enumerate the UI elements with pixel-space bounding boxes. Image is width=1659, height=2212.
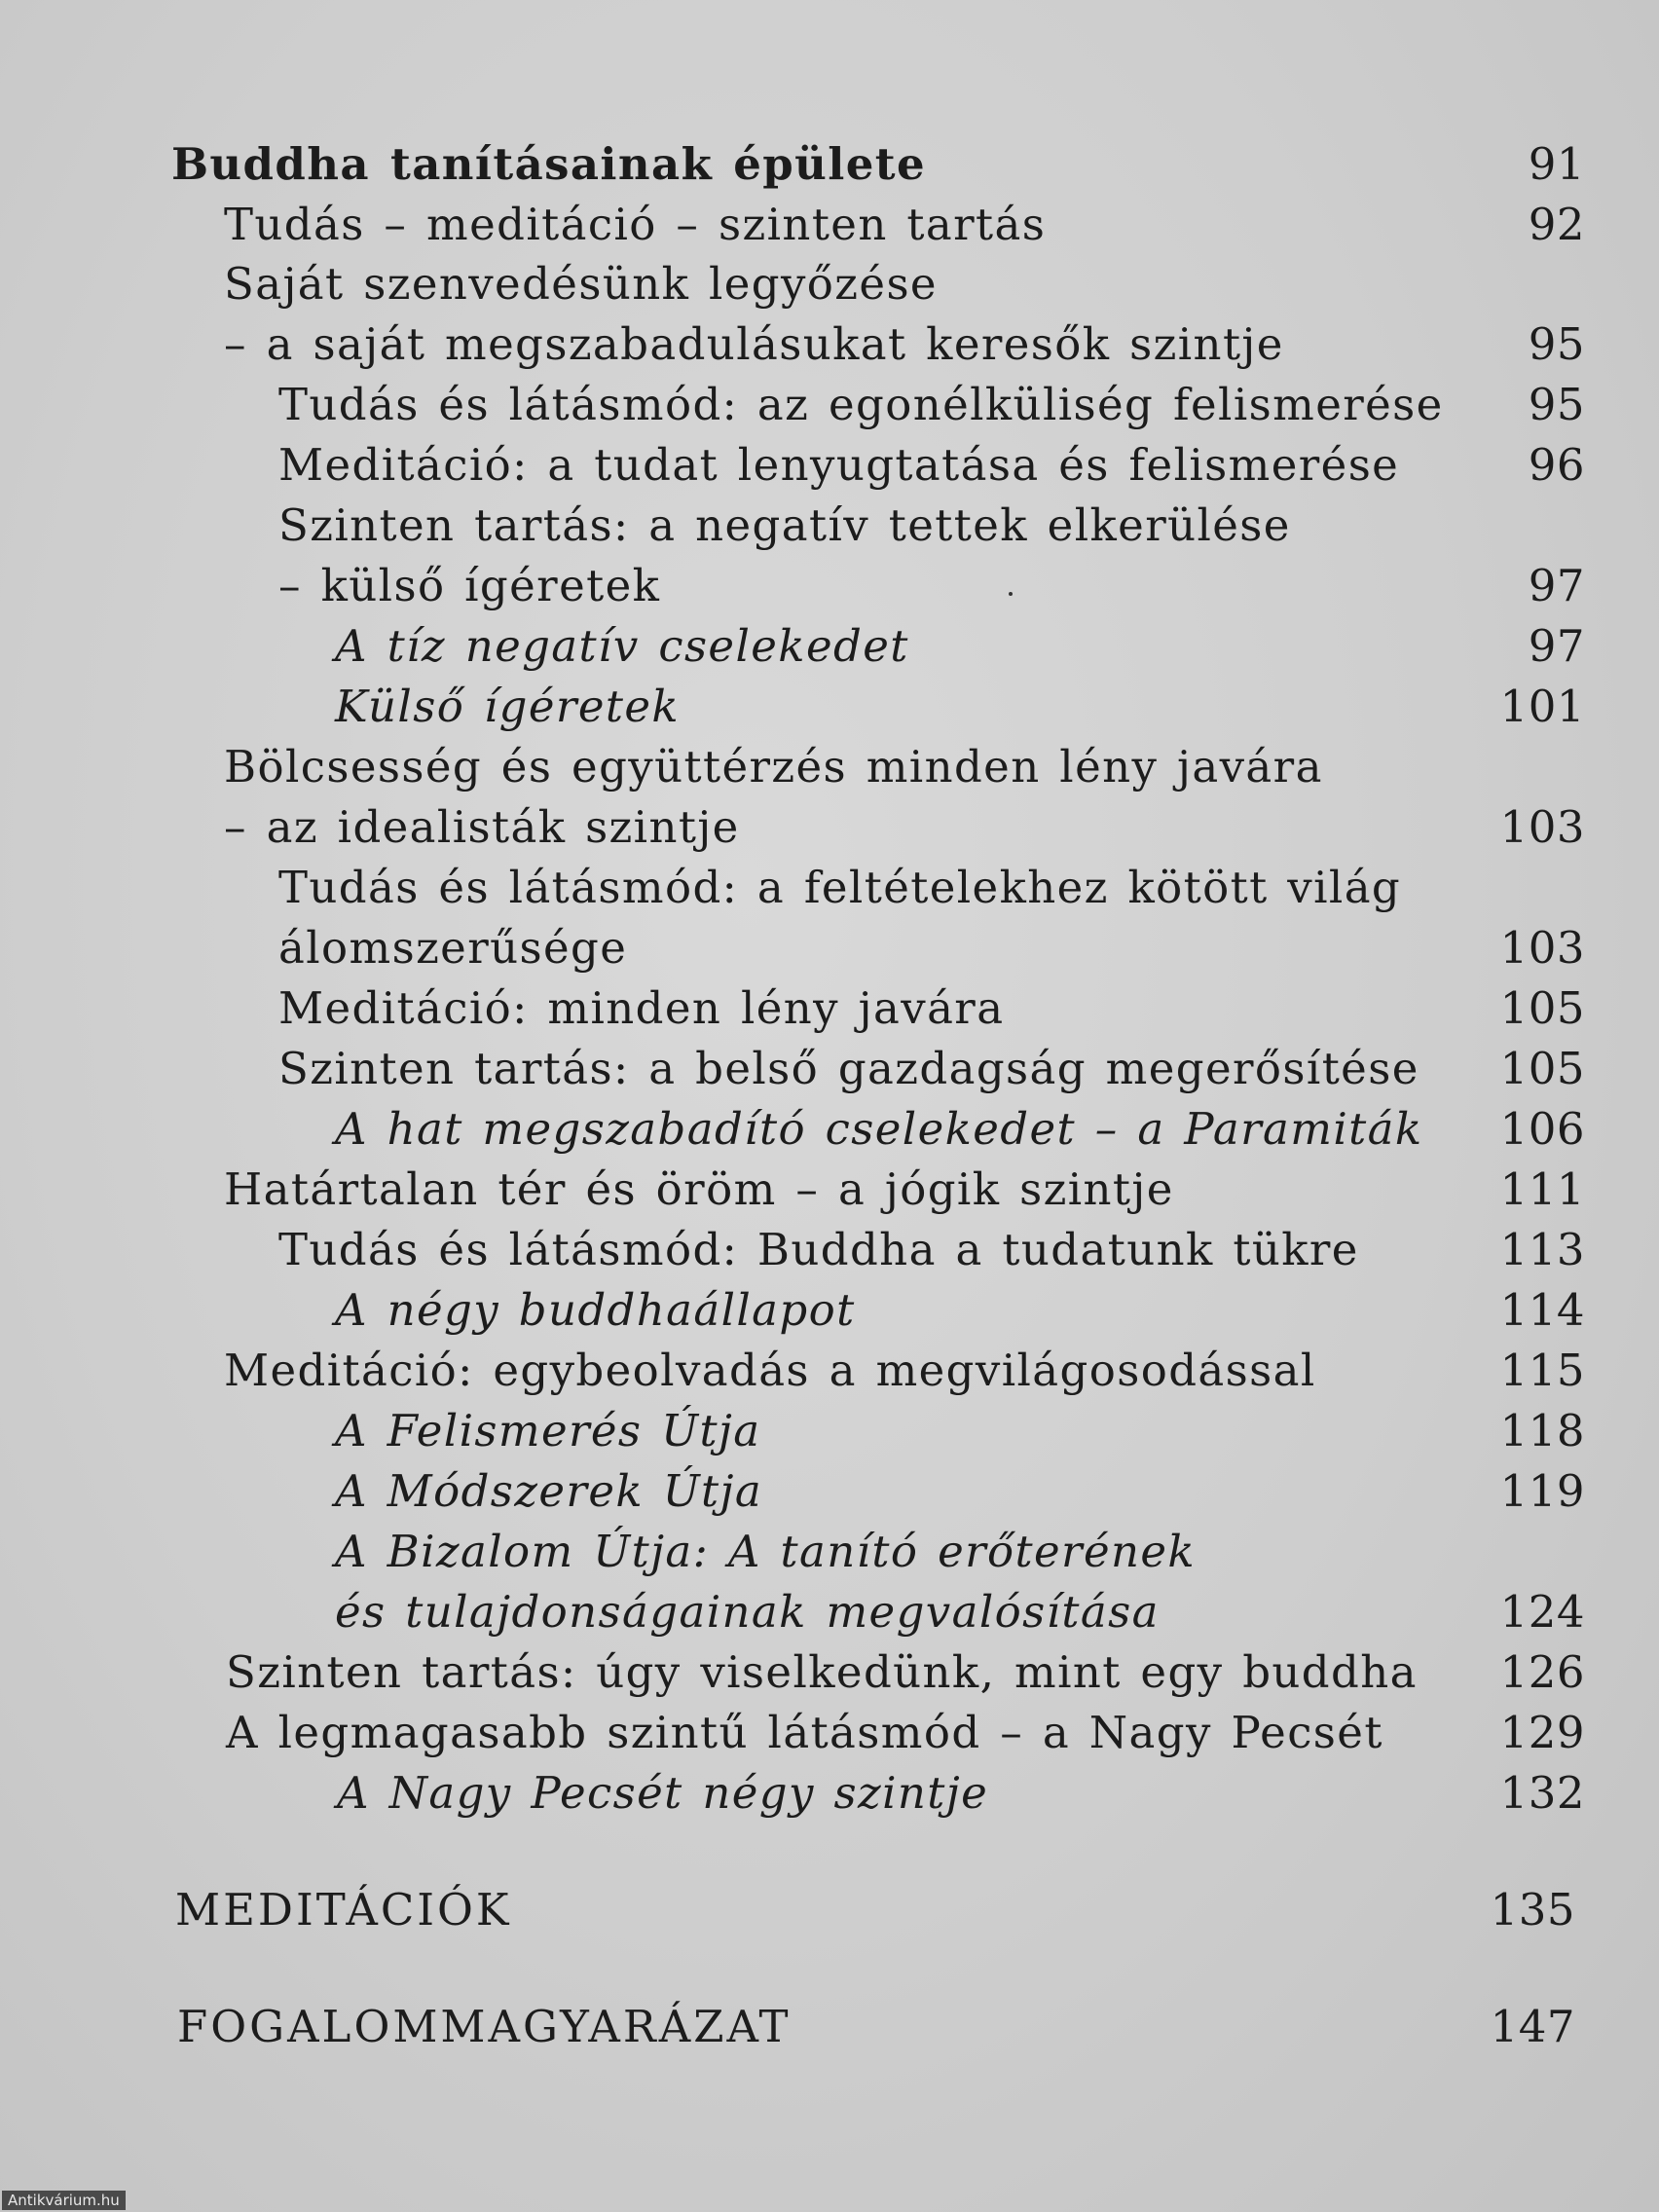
toc-entry-title: – külső ígéretek (278, 560, 661, 611)
toc-entry (0, 858, 1659, 918)
toc-entry (0, 1099, 1659, 1160)
toc-entry-title: A Nagy Pecsét négy szintje (337, 1767, 989, 1819)
toc-entry (0, 134, 1659, 195)
toc-entry-page: 113 (1499, 1224, 1585, 1275)
toc-entry-title: Határtalan tér és öröm – a jógik szintje (224, 1163, 1174, 1215)
toc-entry (0, 1642, 1659, 1703)
toc-entry-title: A hat megszabadító cselekedet – a Paramiták (335, 1103, 1423, 1155)
toc-entry-title: Szinten tartás: a belső gazdagság megerősítése (278, 1043, 1419, 1094)
toc-entry (0, 1280, 1659, 1341)
toc-entry-title: A tíz negatív cselekedet (335, 620, 909, 672)
toc-entry-title: Tudás és látásmód: Buddha a tudatunk tükre (278, 1224, 1359, 1275)
toc-entry-title: és tulajdonságainak megvalósítása (335, 1586, 1160, 1638)
toc-entry (0, 1763, 1659, 1824)
toc-entry-title: álomszerűsége (278, 922, 628, 974)
toc-section-title: MEDITÁCIÓK (175, 1884, 512, 1936)
toc-entry-title: Saját szenvedésünk legyőzése (224, 258, 938, 310)
toc-entry-page: 114 (1499, 1284, 1585, 1336)
toc-entry-title: Tudás – meditáció – szinten tartás (224, 199, 1047, 250)
toc-entry-page: 132 (1499, 1767, 1585, 1819)
watermark-label: Antikvárium.hu (2, 2191, 126, 2210)
toc-entry-page: 126 (1499, 1646, 1585, 1698)
toc-entry-page: 129 (1499, 1707, 1585, 1758)
paper-speck (1009, 592, 1013, 596)
toc-entry-page: 124 (1499, 1586, 1585, 1638)
toc-entry-title: A Módszerek Útja (335, 1465, 763, 1517)
toc-entry (0, 195, 1659, 255)
toc-entry (0, 737, 1659, 797)
toc-entry-page: 101 (1499, 681, 1585, 732)
toc-entry (0, 496, 1659, 556)
toc-entry-title: A Bizalom Útja: A tanító erőterének (335, 1526, 1197, 1577)
toc-entry (0, 435, 1659, 496)
toc-entry-page: 115 (1499, 1345, 1585, 1396)
toc-entry (0, 797, 1659, 858)
toc-entry (0, 1160, 1659, 1220)
toc-entry-title: A Felismerés Útja (335, 1405, 761, 1456)
toc-entry-page: 96 (1528, 439, 1585, 491)
toc-entry-title: Buddha tanításainak épülete (171, 138, 926, 190)
toc-entry (0, 254, 1659, 314)
toc-entry (0, 677, 1659, 737)
toc-entry-page: 105 (1499, 1043, 1585, 1094)
toc-entry-title: Külső ígéretek (335, 681, 681, 732)
toc-entry (0, 314, 1659, 375)
toc-entry-title: Meditáció: egybeolvadás a megvilágosodással (224, 1345, 1316, 1396)
toc-entry-title: A négy buddhaállapot (335, 1284, 856, 1336)
toc-entry-page: 95 (1528, 379, 1585, 430)
toc-entry (0, 1341, 1659, 1401)
toc-section-page: 135 (1490, 1884, 1575, 1936)
toc-entry-page: 92 (1528, 199, 1585, 250)
toc-entry-title: Bölcsesség és együttérzés minden lény javára (224, 741, 1323, 793)
toc-entry-title: Meditáció: a tudat lenyugtatása és felismerése (278, 439, 1400, 491)
toc-entry-title: – a saját megszabadulásukat keresők szintje (224, 318, 1284, 370)
toc-entry (0, 1522, 1659, 1582)
toc-entry-title: Szinten tartás: úgy viselkedünk, mint egy buddha (226, 1646, 1418, 1698)
toc-section (0, 1997, 1659, 2057)
toc-entry-page: 111 (1499, 1163, 1585, 1215)
toc-entry-title: – az idealisták szintje (224, 801, 740, 853)
toc-entry-page: 91 (1528, 138, 1585, 190)
toc-entry (0, 918, 1659, 978)
toc-entry (0, 978, 1659, 1039)
toc-entry-page: 103 (1499, 801, 1585, 853)
toc-entry-page: 95 (1528, 318, 1585, 370)
toc-section (0, 1880, 1659, 1940)
toc-entry-page: 119 (1499, 1465, 1585, 1517)
toc-entry-title: Meditáció: minden lény javára (278, 982, 1005, 1034)
toc-entry-title: Tudás és látásmód: a feltételekhez kötött világ (278, 862, 1402, 913)
toc-entry (0, 1582, 1659, 1642)
toc-entry (0, 1461, 1659, 1522)
toc-entry (0, 1703, 1659, 1763)
toc-entry-page: 118 (1499, 1405, 1585, 1456)
toc-entry-page: 97 (1528, 620, 1585, 672)
toc-entry (0, 1039, 1659, 1099)
toc-entry-page: 97 (1528, 560, 1585, 611)
toc-entry (0, 1401, 1659, 1461)
toc-entry-page: 106 (1499, 1103, 1585, 1155)
toc-entry-title: A legmagasabb szintű látásmód – a Nagy Pecsét (226, 1707, 1383, 1758)
toc-entry (0, 1220, 1659, 1280)
toc-section-title: FOGALOMMAGYARÁZAT (177, 2001, 792, 2052)
toc-entry-page: 105 (1499, 982, 1585, 1034)
toc-entry (0, 616, 1659, 677)
toc-entry-page: 103 (1499, 922, 1585, 974)
toc-entry (0, 375, 1659, 435)
toc-entry-title: Tudás és látásmód: az egonélküliség felismerése (278, 379, 1444, 430)
toc-entry (0, 556, 1659, 616)
toc-section-page: 147 (1490, 2001, 1575, 2052)
toc-entry-title: Szinten tartás: a negatív tettek elkerülése (278, 499, 1291, 551)
